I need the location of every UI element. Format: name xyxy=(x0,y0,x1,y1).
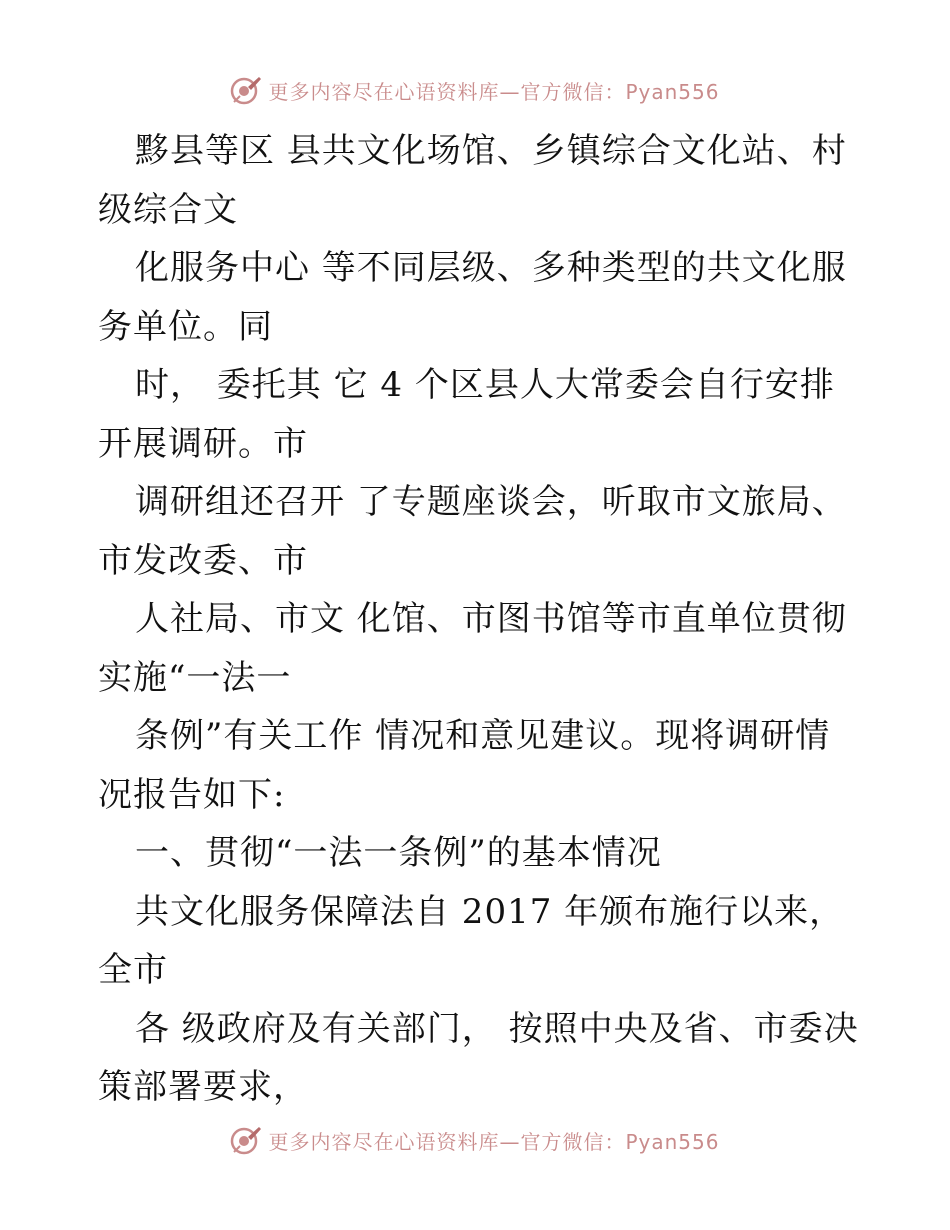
text-line: 全市 xyxy=(98,950,168,990)
text-line: 黟县等区 县共文化场馆、乡镇综合文化站、村 xyxy=(135,131,847,171)
text-line: 各 级政府及有关部门， 按照中央及省、市委决 xyxy=(135,1008,859,1049)
text-line: 务单位。同 xyxy=(98,306,273,347)
footer-watermark xyxy=(0,1120,950,1160)
text-line: 况报告如下: xyxy=(98,774,286,815)
text-line: 人社局、市文 化馆、市图书馆等市直单位贯彻 xyxy=(135,599,847,639)
text-line: 级综合文 xyxy=(98,189,238,230)
header-watermark xyxy=(0,70,950,110)
text-line: 条例”有关工作 情况和意见建议。现将调研情 xyxy=(135,716,831,756)
text-line: 一、贯彻“一法一条例”的基本情况 xyxy=(135,833,662,873)
text-line: 策部署要求， xyxy=(98,1067,308,1107)
document-body xyxy=(98,122,858,1117)
watermark-text: 更多内容尽在心语资料库—官方微信：Pyan556 xyxy=(268,79,720,104)
text-line: 市发改委、市 xyxy=(98,540,308,581)
text-line: 化服务中心 等不同层级、多种类型的共文化服 xyxy=(135,248,847,288)
text-line: 调研组还召开 了专题座谈会，听取市文旅局、 xyxy=(135,482,847,522)
watermark-text: 更多内容尽在心语资料库—官方微信：Pyan556 xyxy=(268,1129,720,1154)
text-line: 时， 委托其 它 4 个区县人大常委会自行安排 xyxy=(135,365,835,405)
pen-nib-logo-icon xyxy=(230,74,262,106)
text-line: 共文化服务保障法自 2017 年颁布施行以来， xyxy=(135,891,845,932)
pen-nib-logo-icon xyxy=(230,1124,262,1156)
text-line: 实施“一法一 xyxy=(98,657,292,698)
text-line: 开展调研。市 xyxy=(98,423,308,464)
